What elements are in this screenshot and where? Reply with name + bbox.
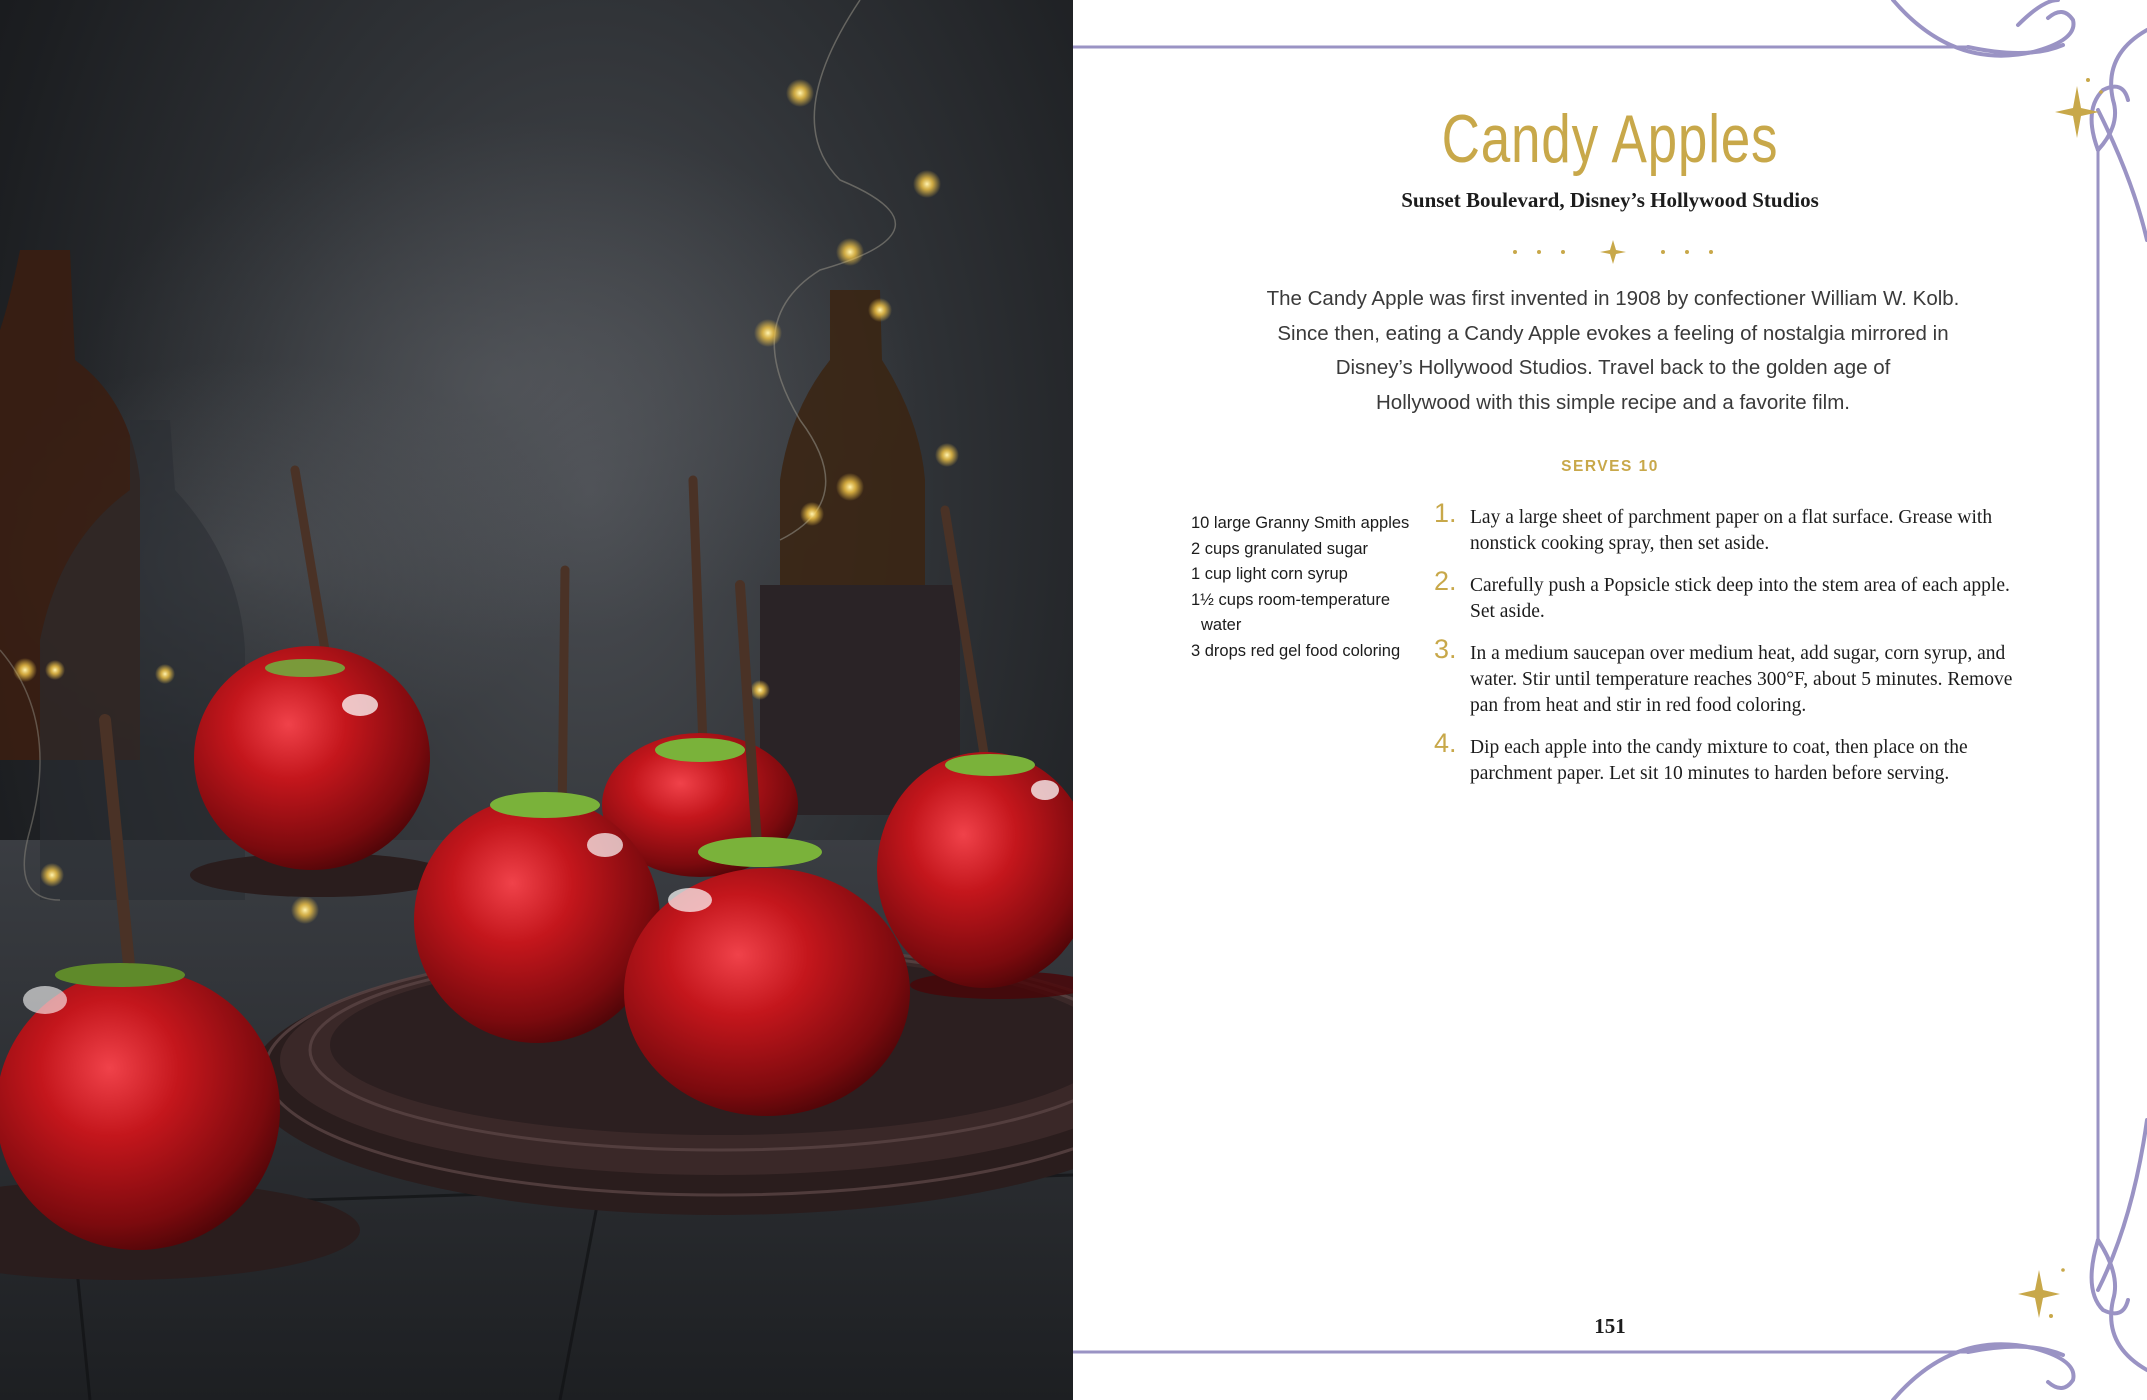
ingredients-list [1191,511,1431,665]
step-number: 2. [1434,566,1457,597]
intro-line: Since then, eating a Candy Apple evokes a feeling of nostalgia mirrored in [1277,321,1949,345]
ingredient-item: 3 drops red gel food coloring [1191,641,1401,660]
candy-apples-photo [0,0,1073,1400]
step-item [1428,634,2028,718]
step-number: 4. [1434,728,1457,759]
step-text: Lay a large sheet of parchment paper on a flat surface. Grease with nonstick cooking spray, then set aside. [1470,507,1993,554]
sparkle-dots-divider-icon [1503,238,1723,264]
recipe-intro [1213,282,2013,420]
ingredient-item: 10 large Granny Smith apples [1191,514,1410,532]
intro-line: The Candy Apple was first invented in 1908 by confectioner William W. Kolb. [1266,287,1960,310]
recipe-page [1073,0,2147,1400]
photo-illustration [0,0,1073,1400]
recipe-title: Candy Apples [1441,101,1779,177]
step-item [1428,498,2028,556]
ingredient-item: 2 cups granulated sugar [1191,539,1369,558]
step-item [1428,728,2028,786]
step-number: 3. [1434,634,1457,665]
serves-label: SERVES 10 [1561,458,1659,475]
step-number: 1. [1434,498,1457,528]
ingredient-item: 1 cup light corn syrup [1191,565,1348,584]
swirl-corner-bottom-icon [1893,1120,2147,1400]
step-item [1428,566,2028,624]
step-text: Carefully push a Popsicle stick deep into the stem area of each apple. Set aside. [1470,575,2010,622]
ingredient-item: 1½ cups room-temperature water [1191,590,1391,635]
intro-line: Hollywood with this simple recipe and a favorite film. [1376,390,1850,414]
page-number: 151 [1594,1314,1626,1338]
recipe-location: Sunset Boulevard, Disney’s Hollywood Studios [1401,188,1819,212]
sparkle-icon [2018,78,2103,1318]
step-text: Dip each apple into the candy mixture to coat, then place on the parchment paper. Let sit 10 minutes to harden before serving. [1470,737,1968,784]
intro-line: Disney’s Hollywood Studios. Travel back to the golden age of [1335,356,1891,379]
steps-list [1428,498,2028,803]
step-text: In a medium saucepan over medium heat, add sugar, corn syrup, and water. Stir until temperature reaches 300°F, about 5 minutes. Remove pan from heat and stir in red food coloring. [1470,643,2013,716]
